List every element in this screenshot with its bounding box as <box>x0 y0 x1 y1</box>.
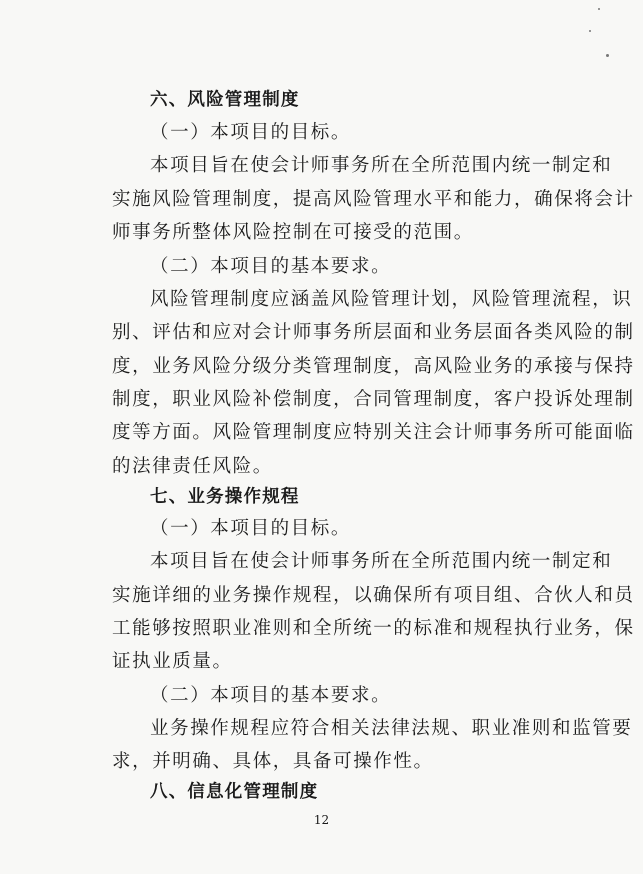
paragraph-line: 本项目旨在使会计师事务所在全所范围内统一制定和 <box>150 155 613 176</box>
paragraph-line: 实施风险管理制度，提高风险管理水平和能力，确保将会计 <box>112 189 635 210</box>
paragraph-line: 证执业质量。 <box>112 651 233 672</box>
subsection-requirements-6: （二）本项目的基本要求。 <box>150 256 392 277</box>
page-number: 12 <box>313 813 330 827</box>
section-heading-7: 七、业务操作规程 <box>150 487 300 507</box>
scan-speck <box>598 8 600 10</box>
section-heading-6: 六、风险管理制度 <box>150 90 300 110</box>
paragraph-line: 业务操作规程应符合相关法律法规、职业准则和监管要 <box>150 718 633 739</box>
paragraph-line: 工能够按照职业准则和全所统一的标准和规程执行业务，保 <box>112 618 635 639</box>
paragraph-line: 制度，职业风险补偿制度，合同管理制度，客户投诉处理制 <box>112 389 635 410</box>
paragraph-line: 求，并明确、具体，具备可操作性。 <box>112 751 434 772</box>
paragraph-line: 别、评估和应对会计师事务所层面和业务层面各类风险的制 <box>112 322 635 343</box>
paragraph-line: 度，业务风险分级分类管理制度，高风险业务的承接与保持 <box>112 356 635 377</box>
subsection-target-6: （一）本项目的目标。 <box>150 122 352 143</box>
paragraph-line: 本项目旨在使会计师事务所在全所范围内统一制定和 <box>150 551 613 572</box>
scan-speck <box>606 54 609 57</box>
subsection-requirements-7: （二）本项目的基本要求。 <box>150 685 392 706</box>
subsection-target-7: （一）本项目的目标。 <box>150 518 352 539</box>
paragraph-line: 风险管理制度应涵盖风险管理计划，风险管理流程，识 <box>150 289 633 310</box>
paragraph-line: 实施详细的业务操作规程，以确保所有项目组、合伙人和员 <box>112 585 635 606</box>
paragraph-line: 度等方面。风险管理制度应特别关注会计师事务所可能面临 <box>112 422 635 443</box>
section-heading-8: 八、信息化管理制度 <box>150 782 319 802</box>
scan-speck <box>589 30 591 32</box>
paragraph-line: 师事务所整体风险控制在可接受的范围。 <box>112 222 474 243</box>
paragraph-line: 的法律责任风险。 <box>112 456 273 477</box>
